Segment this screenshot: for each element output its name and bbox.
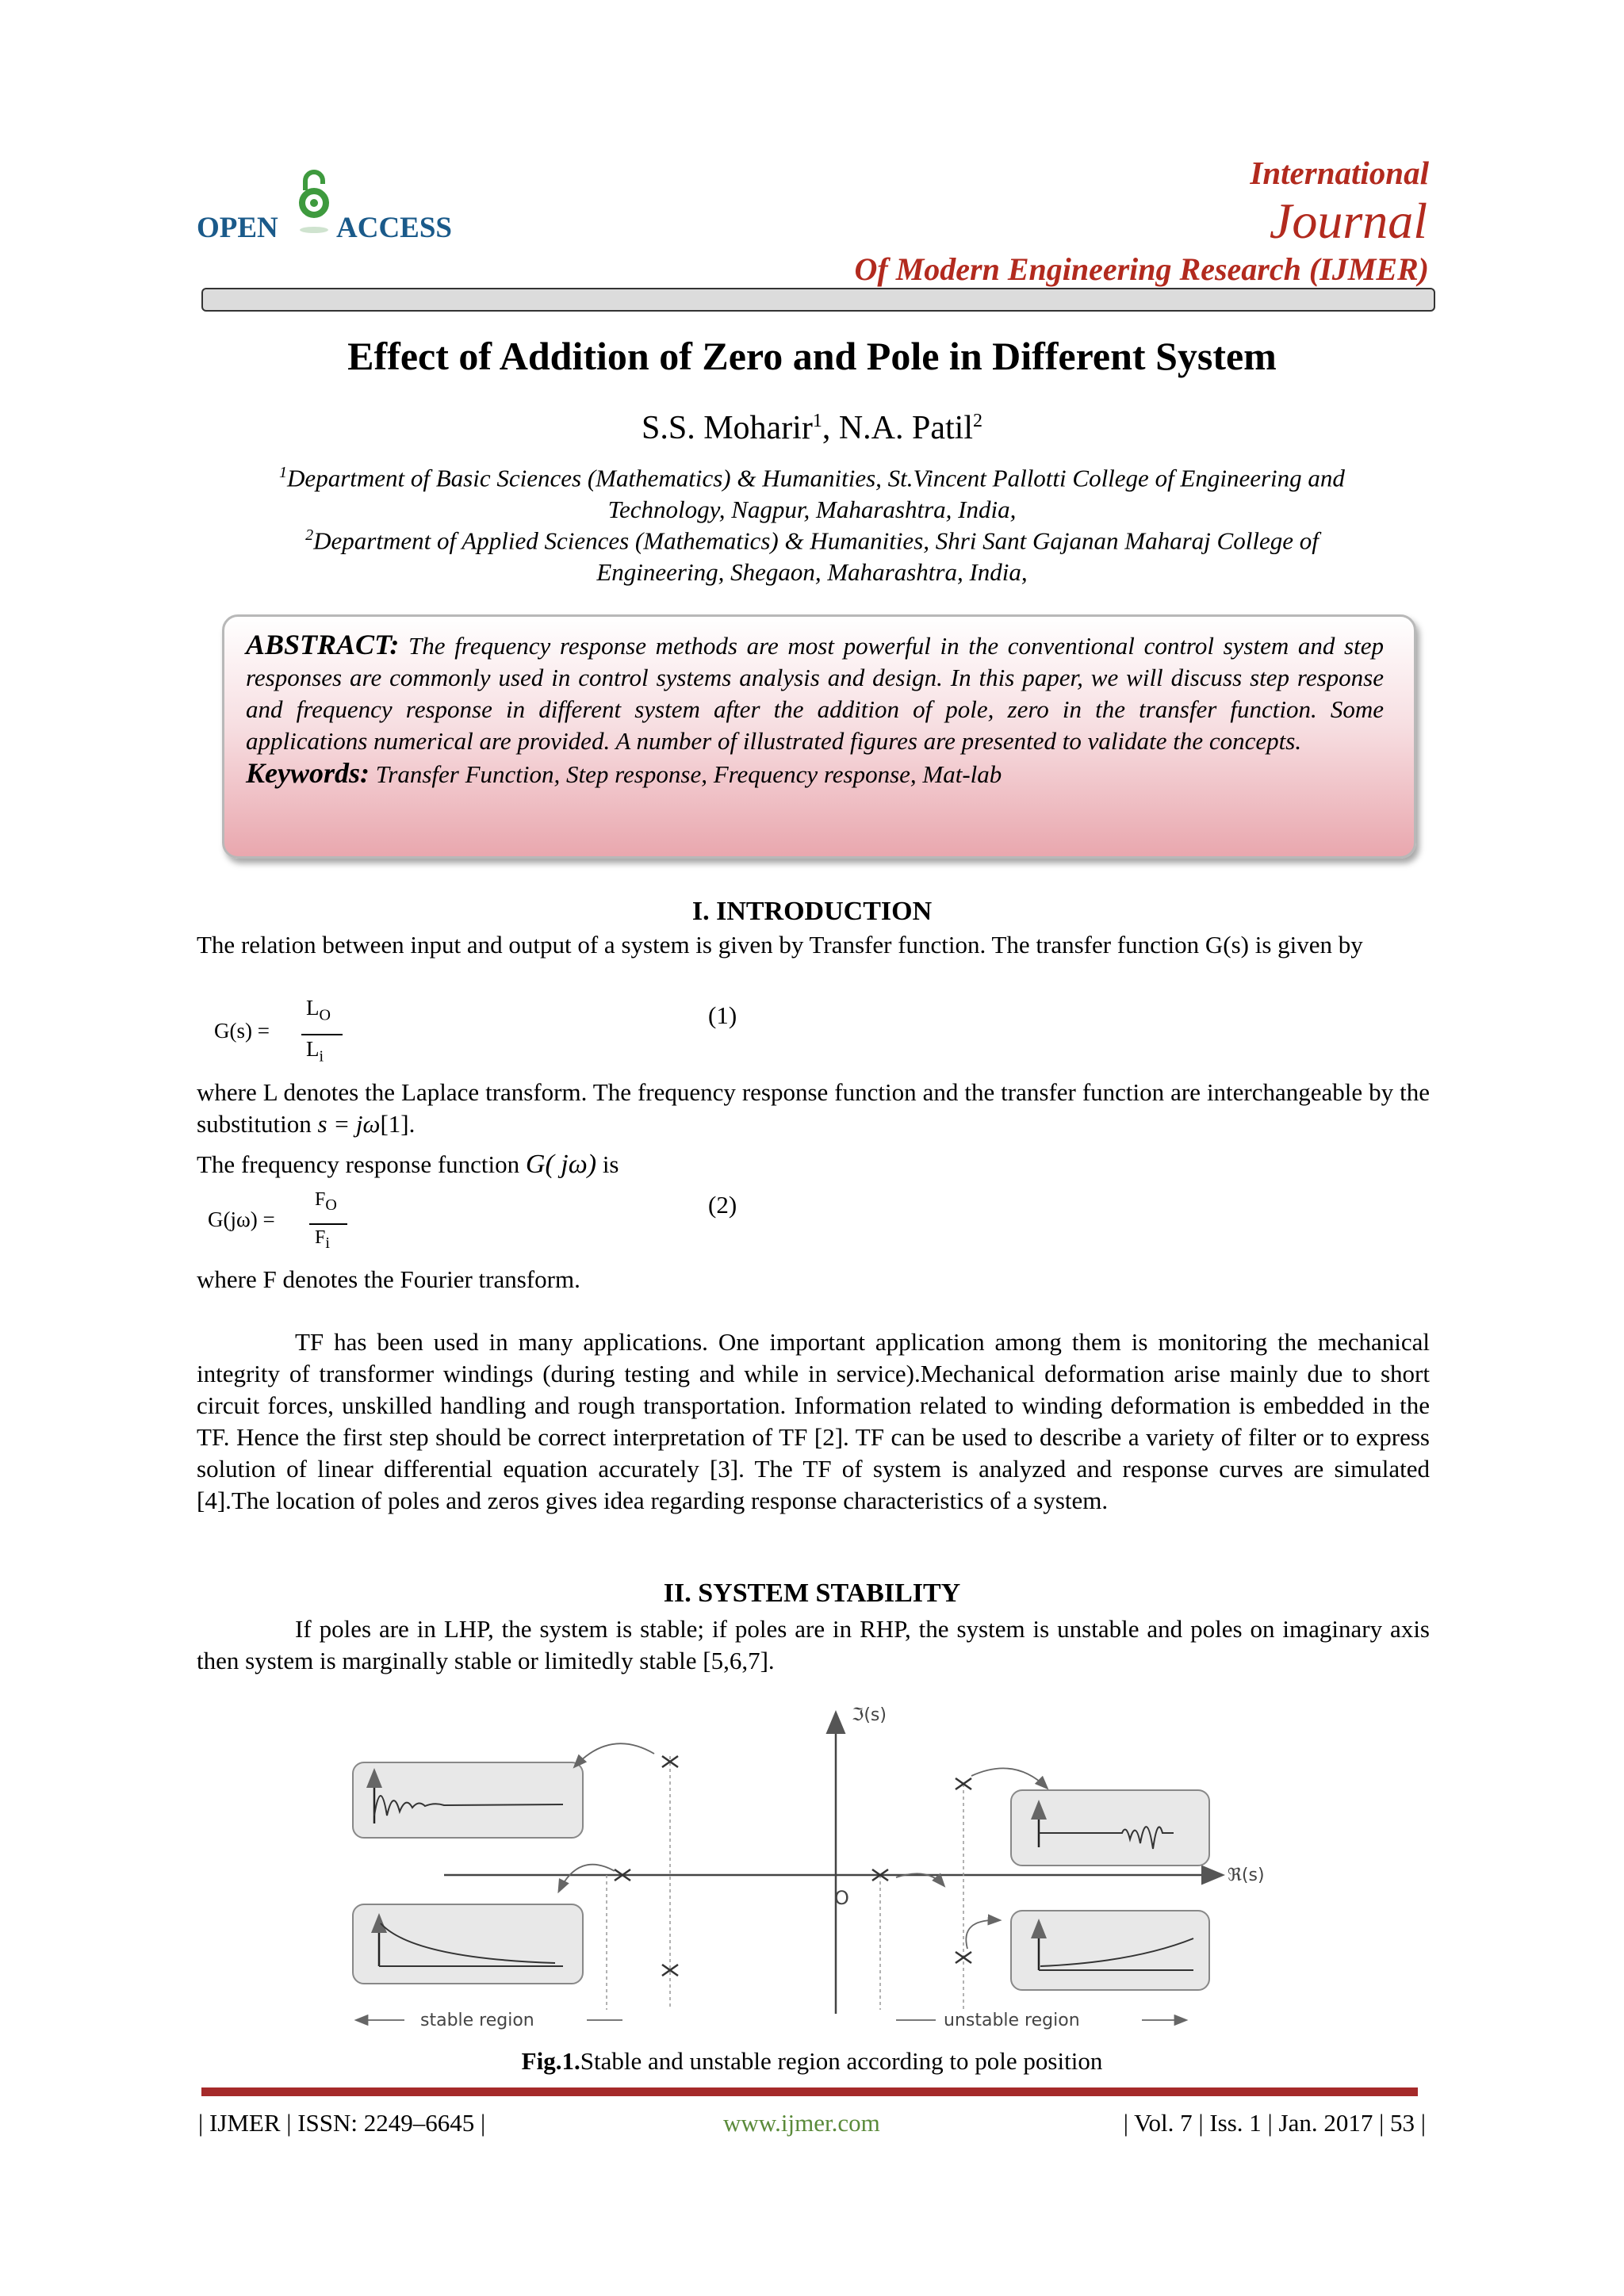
abstract [246,629,1384,790]
equation-2-fraction-bar [309,1223,347,1225]
journal-name-international: International [1250,155,1429,191]
equation-1-numerator: $L_O$ [306,996,331,1024]
response-box-unstable-growth [1011,1911,1209,1990]
equation-1-fraction-bar [301,1034,343,1035]
author-1: S.S. Moharir [641,410,813,446]
journal-name-subtitle: Of Modern Engineering Research (IJMER) [854,251,1429,287]
equation-2-denominator: $F_i$ [315,1227,330,1252]
figure-caption-label: Fig.1. [521,2047,580,2075]
intro-paragraph-1: The relation between input and output of a system is given by Transfer function. The transfer function G(s) is given by [197,931,1363,959]
equation-1-number: (1) [708,1001,737,1029]
equation-2-numerator: $F_O$ [315,1189,337,1214]
journal-name-journal: Journal [1269,193,1427,249]
keywords-label: Keywords: [246,757,370,789]
figure-caption [0,2047,1624,2076]
pole-position-figure [341,1697,1316,2045]
footer-divider [201,2087,1418,2096]
response-box-unstable-oscillation [1011,1790,1209,1866]
author-2-sup: 2 [973,411,983,431]
imag-axis-label: ℑ(s) [852,1705,887,1725]
access-label: ACCESS [336,212,452,244]
equation-1-denominator: $L_i$ [306,1037,324,1066]
stable-region-label: stable region [420,2011,534,2030]
footer-volume: | Vol. 7 | Iss. 1 | Jan. 2017 | 53 | [1123,2109,1426,2137]
intro-paragraph-2: where L denotes the Laplace transform. The frequency response function and the transfer function are interchangeable by the substitution s = jω[1]. [197,1078,1430,1138]
substitution-math: s = jω [317,1110,381,1138]
response-box-stable-oscillation [353,1762,583,1838]
paper-title: Effect of Addition of Zero and Pole in Different System [347,334,1277,378]
equation-2-number: (2) [708,1191,737,1219]
equation-2-lhs: G(jω) = [208,1207,275,1231]
affiliation-1: $^1$Department of Basic Sciences (Mathematics) & Humanities, St.Vincent Pallotti College of Engineering and Technology, Nagpur, Maharashtra, India, [279,464,1345,524]
intro-paragraph-4: where F denotes the Fourier transform. [197,1265,580,1293]
equation-1-lhs: G(s) = [214,1019,270,1043]
response-box-stable-decay [353,1904,583,1984]
frequency-response-math: G( jω) [525,1150,597,1179]
open-label: OPEN [197,212,278,244]
section-heading-stability: II. SYSTEM STABILITY [663,1578,961,1608]
footer-website-link[interactable]: www.ijmer.com [723,2109,880,2137]
stability-paragraph-1: If poles are in LHP, the system is stable; if poles are in RHP, the system is unstable and poles on imaginary axis then system is marginally stable or limitedly stable [5,6,7]. [197,1615,1430,1674]
abstract-label: ABSTRACT: [246,629,400,660]
intro-paragraph-3: The frequency response function G( jω) is [197,1150,619,1179]
pole-markers [615,1756,971,1976]
affiliation-2: $^2$Department of Applied Sciences (Mathematics) & Humanities, Shri Sant Gajanan Maharaj College of Engineering, Shegaon, Maharashtra, India, [305,526,1319,587]
unstable-region-label: unstable region [944,2011,1080,2030]
intro-paragraph-5: TF has been used in many applications. One important application among them is monitoring the mechanical integrity of transformer windings (during testing and while in service).Mechanical deformation arise mainly due to short circuit forces, unskilled handling and rough transportation. Information related to winding deformation is embedded in the TF. Hence the first step should be correct interpretation of TF [2]. TF can be used to describe a variety of filter or to express solution of linear differential equation accurately [3]. The TF of system is analyzed and response curves are simulated [4].The location of poles and zeros gives idea regarding response characteristics of a system. [197,1328,1430,1514]
abstract-text: The frequency response methods are most powerful in the conventional control system and step responses are commonly used in control systems analysis and design. In this paper, we will discuss step response and frequency response in different system after the addition of pole, zero in the transfer function. Some applications numerical are provided. A number of illustrated figures are presented to validate the concepts. [246,632,1384,755]
author-1-sup: 1 [812,411,822,431]
authors: S.S. Moharir$^1$, N.A. Patil$^2$ [641,410,983,446]
footer-issn: | IJMER | ISSN: 2249–6645 | [198,2109,486,2137]
section-heading-introduction: I. INTRODUCTION [691,897,933,926]
header-divider [201,288,1435,312]
figure-caption-text: Stable and unstable region according to pole position [580,2047,1103,2075]
author-2: N.A. Patil [838,410,974,446]
keywords-text: Transfer Function, Step response, Frequency response, Mat-lab [375,760,1002,788]
open-access-logo [296,166,332,239]
real-axis-label: ℜ(s) [1228,1866,1265,1885]
origin-label: O [834,1887,849,1909]
